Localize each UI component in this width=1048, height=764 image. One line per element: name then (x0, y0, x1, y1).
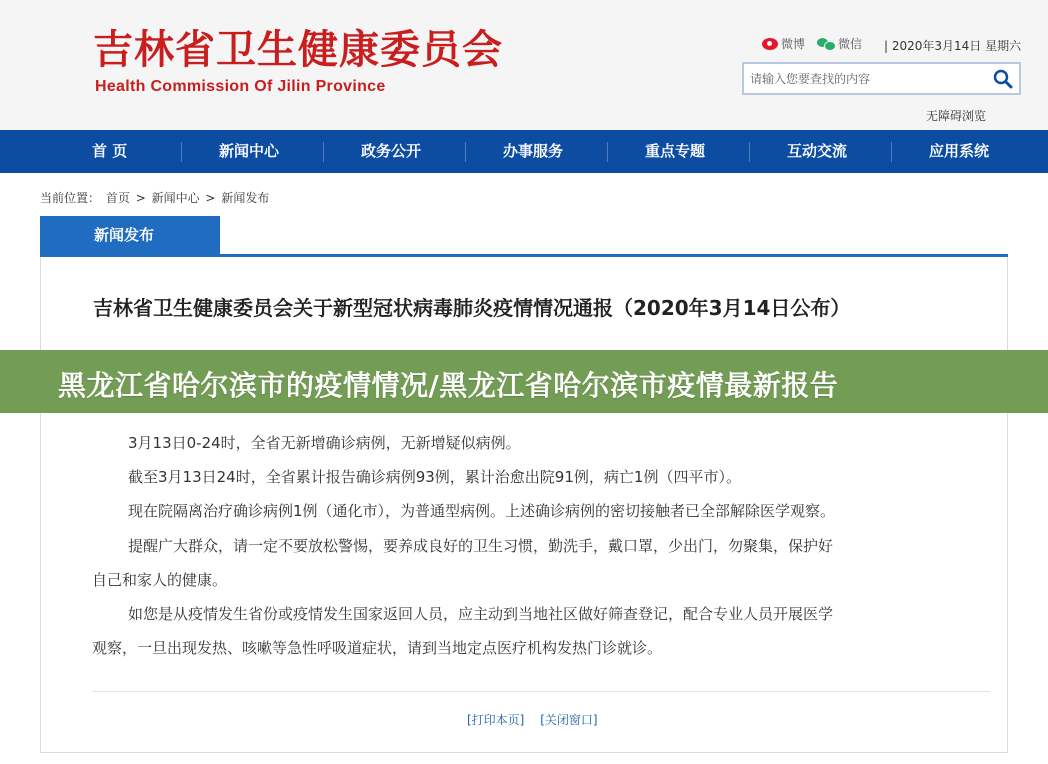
breadcrumb-separator: > (135, 191, 146, 205)
wechat-label: 微信 (838, 37, 863, 51)
overlay-banner-text: 黑龙江省哈尔滨市的疫情情况/黑龙江省哈尔滨市疫情最新报告 (58, 369, 839, 402)
article-divider (92, 691, 990, 692)
article-paragraph: 自己和家人的健康。 (92, 571, 228, 589)
print-page-link[interactable]: [打印本页] (467, 713, 525, 727)
nav-separator (465, 142, 466, 162)
nav-separator (323, 142, 324, 162)
logo-english[interactable]: Health Commission Of Jilin Province (95, 78, 386, 95)
site-header (0, 0, 1048, 130)
breadcrumb-prefix: 当前位置： (40, 191, 101, 205)
wechat-link[interactable] (817, 35, 862, 52)
accessibility-link[interactable]: 无障碍浏览 (926, 109, 987, 123)
article-actions (467, 711, 610, 728)
breadcrumb-separator: > (205, 191, 216, 205)
article-paragraph: 现在院隔离治疗确诊病例1例（通化市），为普通型病例。上述确诊病例的密切接触者已全部解除医学观察。 (128, 502, 836, 520)
nav-item-services[interactable]: 办事服务 (503, 142, 564, 160)
social-links (762, 35, 874, 52)
section-tab-news-release[interactable]: 新闻发布 (40, 216, 220, 254)
breadcrumb-home[interactable]: 首页 (105, 191, 130, 205)
article-paragraph: 观察，一旦出现发热、咳嗽等急性呼吸道症状，请到当地定点医疗机构发热门诊就诊。 (92, 639, 663, 657)
weibo-label: 微博 (781, 37, 806, 51)
article-paragraph: 如您是从疫情发生省份或疫情发生国家返回人员，应主动到当地社区做好筛查登记，配合专业人员开展医学 (128, 605, 834, 623)
nav-item-home[interactable]: 首 页 (92, 142, 128, 160)
article-paragraph: 截至3月13日24时，全省累计报告确诊病例93例，累计治愈出院91例，病亡1例（四平市）。 (128, 468, 741, 486)
search-icon[interactable] (993, 69, 1013, 89)
article-paragraph: 提醒广大群众，请一定不要放松警惕，要养成良好的卫生习惯，勤洗手，戴口罩，少出门，勿聚集，保护好 (128, 537, 834, 555)
breadcrumb-news-center[interactable]: 新闻中心 (151, 191, 200, 205)
breadcrumb-news-release[interactable]: 新闻发布 (221, 191, 270, 205)
main-nav (0, 130, 1048, 173)
search-input[interactable] (744, 64, 984, 93)
current-date: | 2020年3月14日 星期六 (884, 39, 1022, 53)
close-window-link[interactable]: [关闭窗口] (540, 713, 598, 727)
nav-item-interaction[interactable]: 互动交流 (787, 142, 848, 160)
wechat-icon (817, 38, 835, 50)
nav-item-government-affairs[interactable]: 政务公开 (361, 142, 422, 160)
article-title: 吉林省卫生健康委员会关于新型冠状病毒肺炎疫情情况通报（2020年3月14日公布） (93, 296, 851, 320)
logo-chinese[interactable]: 吉林省卫生健康委员会 (93, 27, 503, 73)
nav-item-topics[interactable]: 重点专题 (645, 142, 706, 160)
nav-item-apps[interactable]: 应用系统 (929, 142, 990, 160)
nav-item-news-center[interactable]: 新闻中心 (219, 142, 280, 160)
weibo-icon (762, 38, 778, 50)
article-paragraph: 3月13日0-24时，全省无新增确诊病例，无新增疑似病例。 (128, 434, 521, 452)
search-box (742, 62, 1021, 95)
nav-separator (891, 142, 892, 162)
nav-separator (607, 142, 608, 162)
breadcrumb (40, 189, 271, 206)
nav-separator (181, 142, 182, 162)
weibo-link[interactable] (762, 35, 805, 52)
nav-separator (749, 142, 750, 162)
